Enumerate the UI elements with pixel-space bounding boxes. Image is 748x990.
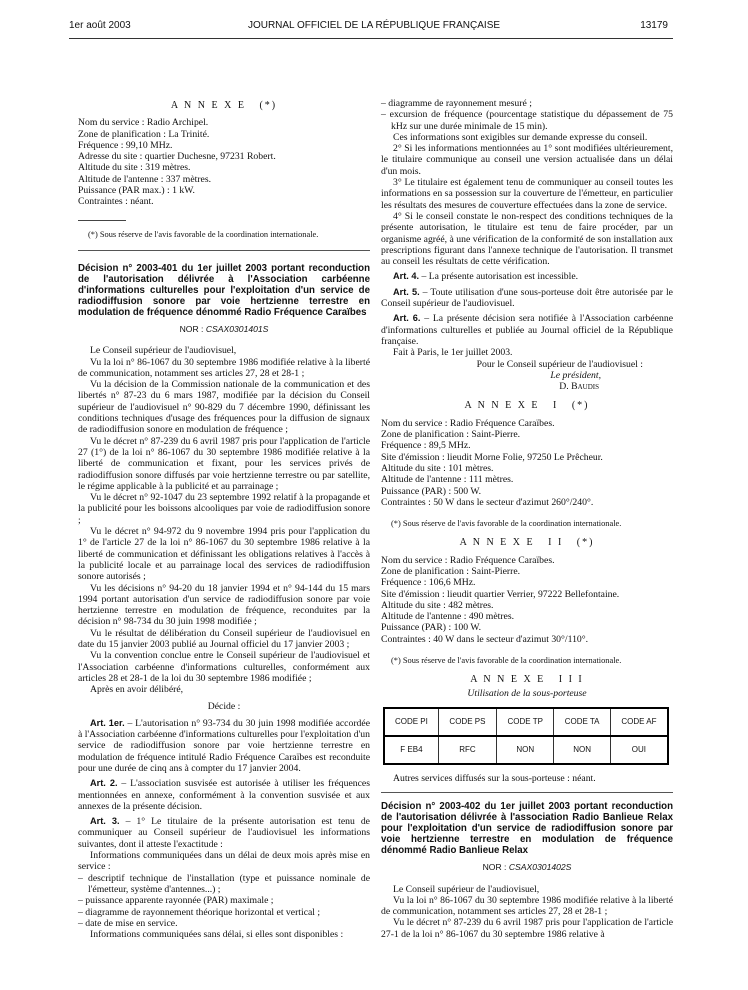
table-header-cell: CODE TP [497,708,554,736]
table-cell: RFC [438,736,496,764]
paragraph: 2° Si les informations mentionnées au 1° sont modifiées ultérieurement, le titulaire communique au conseil une version actualisée dans un délai d'un mois. [381,143,673,177]
annex-3-subtitle: Utilisation de la sous-porteuse [467,687,587,699]
signature-title: Le président, [550,369,601,381]
annex-line: Altitude du site : 319 mètres. [78,162,191,174]
annex-line: Nom du service : Radio Fréquence Caraïbes. [381,554,555,566]
paragraph: Vu le décret n° 94-972 du 9 novembre 1994 pris pour l'application du 1° de l'article 27 de la loi n° 86-1067 du 30 septembre 1986 relative à la liberté de communication et définissant les obligations relatives à l'accès à la publicité locale et au parrainage local des services de radiodiffusion sonore autorisés ; [78,526,370,583]
table-cell: NON [497,736,554,764]
article-1 [78,718,370,774]
header-rule [69,38,673,39]
done-at: Fait à Paris, le 1er juillet 2003. [393,347,513,359]
annex-line: Altitude du site : 101 mètres. [381,462,494,474]
paragraph: Vu la loi n° 86-1067 du 30 septembre 1986 modifiée relative à la liberté de communication, notamment ses articles 27, 28 et 28-1 ; [78,356,370,379]
decide-heading: Décide : [207,701,241,713]
table-header-cell: CODE AF [610,708,668,736]
list-item: – excursion de fréquence (pourcentage statistique du dépassement de 75 kHz sur une durée minimale de 15 min). [381,109,673,132]
table-row [384,736,668,764]
left-column [78,100,370,940]
decision-title: Décision n° 2003-401 du 1er juillet 2003 portant reconduction de l'autorisation délivrée à l'Association carbéenne d'informations culturelles pour l'exploitation d'un service de radiodiffusion sonore par voie hertzienne terrestre en modulation de fréquence dénommé Radio Fréquence Caraïbes [78,262,370,318]
annex-line: Altitude du site : 482 mètres. [381,599,494,611]
article-3 [78,816,370,850]
header-title: JOURNAL OFFICIEL DE LA RÉPUBLIQUE FRANÇAISE [247,20,501,31]
annex-line: Altitude de l'antenne : 111 mètres. [381,474,514,486]
annex-line: Contraintes : 50 W dans le secteur d'azimut 260°/240°. [381,496,594,508]
paragraph: Vu le résultat de délibération du Conseil supérieur de l'audiovisuel en date du 15 janvier 2003 publié au Journal officiel du 17 janvier 2003 ; [78,627,370,650]
paragraph: Vu le décret n° 87-239 du 6 avril 1987 pris pour l'application de l'article 27 (1°) de la loi n° 86-1067 du 30 septembre 1986 modifiée relative à la liberté de communication et fixant, pour les services privés de radiodiffusion sonore diffusés par voie hertzienne terrestre ou par satellite, le régime applicable à la publicité et au parrainage ; [78,435,370,492]
paragraph: Ces informations sont exigibles sur demande expresse du conseil. [393,131,648,143]
table-cell: NON [554,736,610,764]
annex-line: Site d'émission : lieudit Morne Folie, 97250 Le Prêcheur. [381,451,603,463]
paragraph: Informations communiquées dans un délai de deux mois après mise en service : [78,850,370,873]
table-cell: F EB4 [384,736,438,764]
article-text: – L'association susvisée est autorisée à utiliser les fréquences mentionnées en annexe, conformément à la convention susvisée et aux annexes de la présente décision. [78,778,370,812]
annex-line: Puissance (PAR) : 100 W. [381,622,482,634]
footnote: (*) Sous réserve de l'avis favorable de la coordination internationale. [391,519,622,529]
section-separator [78,250,370,251]
article-text: – La présente autorisation est incessible. [419,271,579,283]
annex-line: Nom du service : Radio Archipel. [78,117,209,129]
annex-2-title: A N N E X E I I (*) [459,537,595,549]
annex-line: Zone de planification : La Trinité. [78,128,210,140]
article-text: – 1° Le titulaire de la présente autorisation est tenu de communiquer au Conseil supérieur de l'audiovisuel les informations suivantes, dont il atteste l'exactitude : [78,816,370,850]
nor-reference [78,324,370,335]
annex-line: Altitude de l'antenne : 490 mètres. [381,611,515,623]
article-text: – Toute utilisation d'une sous-porteuse doit être autorisée par le Conseil supérieur de l'audiovisuel. [381,286,673,310]
annex-line: Altitude de l'antenne : 337 mètres. [78,173,212,185]
annex-line: Nom du service : Radio Fréquence Caraïbes. [381,417,555,429]
annex-line: Contraintes : 40 W dans le secteur d'azimut 30°/110°. [381,633,589,645]
header-date: 1er août 2003 [69,20,131,31]
annex-line: Fréquence : 106,6 MHz. [381,577,476,589]
paragraph: Vu la loi n° 86-1067 du 30 septembre 1986 modifiée relative à la liberté de communication, notamment ses articles 27, 28 et 28-1 ; [381,894,673,918]
article-4 [381,271,673,282]
annex-line: Puissance (PAR) : 500 W. [381,485,482,497]
paragraph: Vu la décision de la Commission nationale de la communication et des libertés n° 87-23 du 6 mars 1987, modifiée par la décision du Conseil supérieur de l'audiovisuel n° 90-829 du 7 décembre 1990, définissant les conditions techniques d'usage des fréquences pour la diffusion de signaux de radiodiffusion sonore en modulation de fréquence ; [78,379,370,436]
article-label: Art. 6. [393,313,421,324]
article-label: Art. 4. [393,271,420,282]
article-2 [78,778,370,812]
paragraph: Vu le décret n° 92-1047 du 23 septembre 1992 relatif à la propagande et la publicité pour les boissons alcooliques par voie de radiodiffusion sonore ; [78,492,370,526]
article-label: Art. 1er. [90,717,125,728]
list-item: – descriptif technique de l'installation (type et puissance nominale de l'émetteur, système d'antennes...) ; [78,872,370,895]
list-item: – diagramme de rayonnement mesuré ; [381,98,532,109]
footnote: (*) Sous réserve de l'avis favorable de la coordination internationale. [88,229,319,239]
article-text: – L'autorisation n° 93-734 du 30 juin 1998 modifiée accordée à l'Association carbéenne d'informations culturelles pour l'exploitation d'un service de radiodiffusion sonore par voie hertzienne terrestre en modulation de fréquence intitulé Radio Fréquence Caraïbes est reconduite pour une durée de cinq ans à compter du 17 janvier 2004. [78,717,370,774]
annex-1-info [381,418,673,508]
paragraph: Vu les décisions n° 94-20 du 18 janvier 1994 et n° 94-144 du 15 mars 1994 portant autorisation d'un service de radiodiffusion sonore par voie hertzienne terrestre en modulation de fréquence, reconduites par la décision n° 98-734 du 30 juin 1998 modifiée ; [78,582,370,628]
annex-line: Zone de planification : Saint-Pierre. [381,429,521,441]
annex-title: A N N E X E (*) [170,100,278,111]
annex-line: Zone de planification : Saint-Pierre. [381,565,521,577]
paragraph: Informations communiquées sans délai, si elles sont disponibles : [90,929,344,941]
nor-reference [381,862,673,873]
page-header [0,20,748,38]
paragraph: Vu le décret n° 87-239 du 6 avril 1987 pris pour l'application de l'article 27-1 de la loi n° 86-1067 du 30 septembre 1986 relative à [381,917,673,940]
paragraph: 4° Si le conseil constate le non-respect des conditions techniques de la présente autorisation, le titulaire est tenu de faire procéder, par un organisme agréé, à une vérification de la conformité de son installation aux prescriptions figurant dans l'annexe technique de l'autorisation. Il transmet au conseil les résultats de cette vérification. [381,210,673,268]
decision-2-title: Décision n° 2003-402 du 1er juillet 2003 portant reconduction de l'autorisation délivrée à l'association Radio Banlieue Relax pour l'exploitation d'un service de radiodiffusion sonore par voie hertzienne terrestre en modulation de fréquence dénommé Radio Banlieue Relax [381,801,673,857]
annex-2-info [381,555,673,645]
list-item: – diagramme de rayonnement théorique horizontal et vertical ; [78,906,321,918]
annex-line: Site d'émission : lieudit quartier Verrier, 97222 Bellefontaine. [381,588,620,600]
paragraph: Le Conseil supérieur de l'audiovisuel, [90,345,237,357]
signature-name: D. Baudis [559,381,599,393]
table-cell: OUI [610,736,668,764]
header-page-number: 13179 [640,20,668,31]
paragraph: Vu la convention conclue entre le Conseil supérieur de l'audiovisuel et l'Association carbéenne d'informations culturelles, conformément aux articles 28 et 28-1 de la loi du 30 septembre 1986 modifiée ; [78,650,370,684]
signature-line: Pour le Conseil supérieur de l'audiovisuel : [476,358,643,370]
table-header-cell: CODE PS [438,708,496,736]
table-header-cell: CODE PI [384,708,438,736]
subcarrier-table [383,707,669,765]
article-text: – La présente décision sera notifiée à l'Association carbéenne d'informations culturelles et publiée au Journal officiel de la République française. [381,313,673,347]
right-column [381,98,673,940]
annex-line: Fréquence : 89,5 MHz. [381,440,471,452]
paragraph: 3° Le titulaire est également tenu de communiquer au conseil toutes les informations en sa possession sur la couverture de l'émetteur, en particulier les résultats des mesures de couverture effectuées dans la zone de service. [381,177,673,211]
table-header-cell: CODE TA [554,708,610,736]
footnote: (*) Sous réserve de l'avis favorable de la coordination internationale. [391,656,622,666]
paragraph: Après en avoir délibéré, [90,684,184,696]
paragraph: Le Conseil supérieur de l'audiovisuel, [393,883,540,895]
nor-code: CSAX0301402S [508,862,572,873]
nor-prefix: NOR : [482,862,509,873]
annex-line: Adresse du site : quartier Duchesne, 97231 Robert. [78,151,276,163]
article-label: Art. 5. [393,286,420,297]
list-item: – puissance apparente rayonnée (PAR) maximale ; [78,895,274,907]
annex-3-title: A N N E X E I I I [470,674,584,686]
article-5 [381,287,673,310]
list-item: – date de mise en service. [78,917,178,929]
footnote-separator [78,220,126,221]
annex-line: Contraintes : néant. [78,196,154,208]
nor-prefix: NOR : [179,323,206,334]
section-separator [381,792,673,793]
article-label: Art. 2. [90,778,118,789]
article-label: Art. 3. [90,816,120,827]
paragraph: Autres services diffusés sur la sous-porteuse : néant. [393,772,596,784]
nor-code: CSAX0301401S [205,323,269,334]
annex-line: Fréquence : 99,10 MHz. [78,139,173,151]
annex-line: Puissance (PAR max.) : 1 kW. [78,185,195,197]
annex-info [78,117,370,207]
table-header-row [384,708,668,736]
annex-1-title: A N N E X E I (*) [464,400,590,412]
article-6 [381,313,673,347]
